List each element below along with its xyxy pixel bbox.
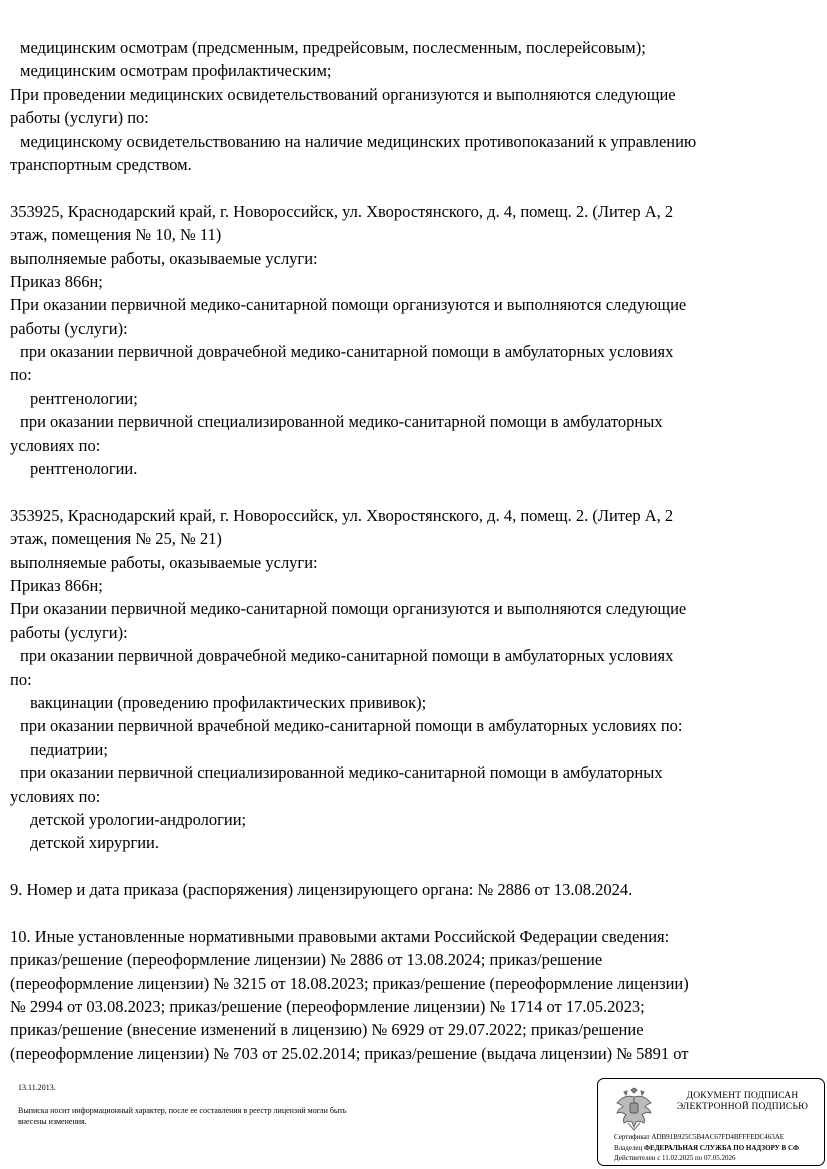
text-line: При оказании первичной медико-санитарной помощи организуются и выполняются следующие — [10, 599, 687, 619]
text-line: работы (услуги): — [10, 622, 128, 642]
text-line: при оказании первичной специализированной медико-санитарной помощи в амбулаторных — [20, 763, 663, 783]
blank-line — [10, 176, 818, 199]
text-line: № 2994 от 03.08.2023; приказ/решение (переоформление лицензии) № 1714 от 17.05.2023; — [10, 997, 645, 1017]
text-line: приказ/решение (переоформление лицензии) № 2886 от 13.08.2024; приказ/решение — [10, 950, 603, 970]
document-body — [10, 36, 818, 1065]
text-line: Приказ 866н; — [10, 271, 103, 291]
stamp-title — [660, 1091, 825, 1113]
text-line: условиях по: — [10, 435, 101, 455]
stamp-title-line-1: ДОКУМЕНТ ПОДПИСАН — [686, 1091, 799, 1101]
stamp-owner-value: ФЕДЕРАЛЬНАЯ СЛУЖБА ПО НАДЗОРУ В СФ — [644, 1143, 800, 1152]
blank-line — [10, 901, 818, 924]
stamp-cert-label: Сертификат — [614, 1133, 650, 1141]
stamp-cert-value: ADB91B925C5B4AC67FD4BFFFEDC463AE — [651, 1133, 785, 1141]
blank-line — [10, 480, 818, 503]
stamp-certificate — [614, 1132, 825, 1143]
text-line: При оказании первичной медико-санитарной помощи организуются и выполняются следующие — [10, 295, 687, 315]
text-line: Приказ 866н; — [10, 575, 103, 595]
electronic-signature-stamp — [597, 1078, 825, 1166]
stamp-owner — [614, 1143, 825, 1154]
stamp-validity: Действителен с 11.02.2025 по 07.05.2026 — [614, 1154, 736, 1162]
text-line: детской урологии-андрологии; — [30, 809, 247, 829]
russian-coat-of-arms-icon — [614, 1087, 654, 1131]
text-line: условиях по: — [10, 786, 101, 806]
text-line: При проведении медицинских освидетельствований организуются и выполняются следующие — [10, 84, 676, 104]
text-line: при оказании первичной доврачебной медико-санитарной помощи в амбулаторных условиях — [20, 646, 674, 666]
text-line: 353925, Краснодарский край, г. Новороссийск, ул. Хворостянского, д. 4, помещ. 2. (Литер А, 2 — [10, 505, 674, 525]
text-line: при оказании первичной специализированной медико-санитарной помощи в амбулаторных — [20, 412, 663, 432]
text-line: (переоформление лицензии) № 3215 от 18.08.2023; приказ/решение (переоформление лицензии) — [10, 973, 689, 993]
text-line: медицинским осмотрам (предсменным, предрейсовым, послесменным, послерейсовым); — [20, 38, 646, 57]
text-line: приказ/решение (внесение изменений в лицензию) № 6929 от 29.07.2022; приказ/решение — [10, 1020, 644, 1040]
blank-line — [10, 855, 818, 878]
text-line: (переоформление лицензии) № 703 от 25.02.2014; приказ/решение (выдача лицензии) № 5891 от — [10, 1043, 689, 1063]
text-line: детской хирургии. — [30, 833, 160, 853]
footer-note-line-1: Выписка носит информационный характер, после ее составления в реестр лицензий могли быть — [18, 1106, 347, 1115]
text-line: педиатрии; — [30, 739, 108, 759]
text-line: выполняемые работы, оказываемые услуги: — [10, 248, 318, 268]
text-line: при оказании первичной доврачебной медико-санитарной помощи в амбулаторных условиях — [20, 342, 674, 362]
text-line: 9. Номер и дата приказа (распоряжения) лицензирующего органа: № 2886 от 13.08.2024. — [10, 880, 633, 900]
footer-date: 13.11.2013. — [18, 1083, 56, 1092]
stamp-details — [614, 1132, 825, 1164]
text-line: по: — [10, 365, 32, 385]
stamp-owner-label: Владелец — [614, 1143, 643, 1152]
stamp-title-line-2: ЭЛЕКТРОННОЙ ПОДПИСЬЮ — [676, 1102, 809, 1112]
text-line: транспортным средством. — [10, 154, 192, 174]
text-line: этаж, помещения № 10, № 11) — [10, 225, 222, 245]
text-line: при оказании первичной врачебной медико-санитарной помощи в амбулаторных условиях по: — [20, 716, 683, 736]
text-line: работы (услуги) по: — [10, 108, 149, 128]
text-line: медицинским осмотрам профилактическим; — [20, 61, 332, 81]
text-line: этаж, помещения № 25, № 21) — [10, 529, 222, 549]
text-line: 10. Иные установленные нормативными правовыми актами Российской Федерации сведения: — [10, 926, 670, 946]
text-line: рентгенологии; — [30, 388, 138, 408]
text-line: вакцинации (проведению профилактических прививок); — [30, 692, 427, 712]
text-line: рентгенологии. — [30, 459, 138, 479]
text-line: работы (услуги): — [10, 318, 128, 338]
text-line: выполняемые работы, оказываемые услуги: — [10, 552, 318, 572]
footer-note-line-2: внесены изменения. — [18, 1117, 87, 1126]
text-line: медицинскому освидетельствованию на наличие медицинских противопоказаний к управлению — [20, 131, 697, 151]
text-line: 353925, Краснодарский край, г. Новороссийск, ул. Хворостянского, д. 4, помещ. 2. (Литер А, 2 — [10, 201, 674, 221]
text-line: по: — [10, 669, 32, 689]
footer — [18, 1082, 418, 1127]
